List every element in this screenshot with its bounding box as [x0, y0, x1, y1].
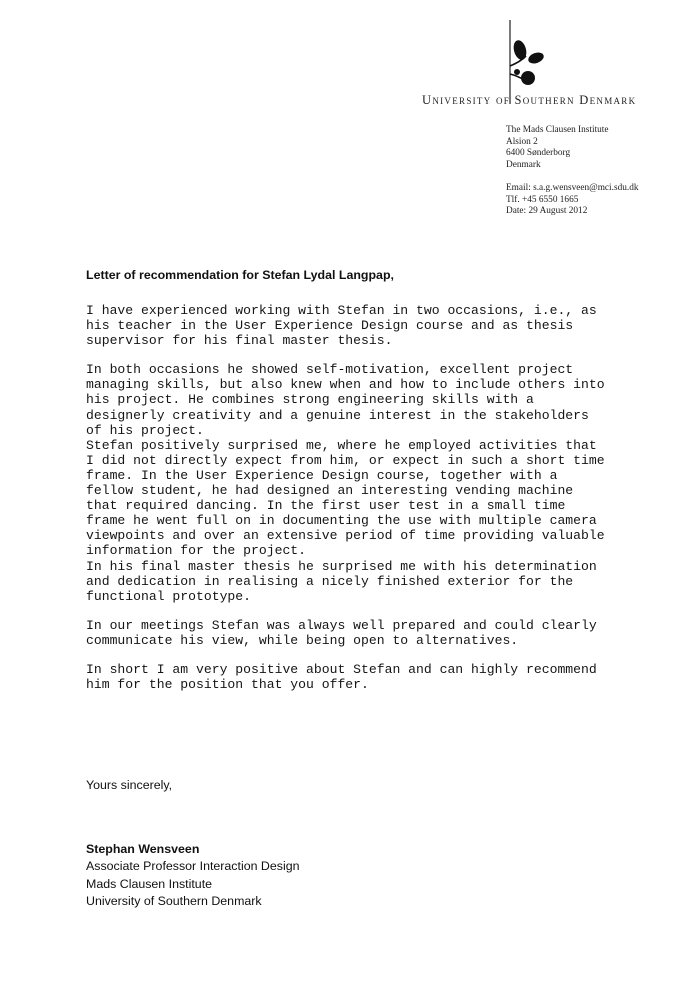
paragraph	[86, 303, 666, 348]
signer-university: University of Southern Denmark	[86, 893, 262, 908]
university-name	[422, 93, 636, 108]
body-line: In his final master thesis he surprised me with his determination	[86, 558, 597, 574]
body-line: managing skills, but also knew when and how to include others into	[86, 377, 605, 393]
paragraph	[86, 362, 666, 604]
body-line: I did not directly expect from him, or expect in such a short time	[86, 452, 605, 468]
body-line: frame he went full on in documenting the use with multiple camera	[86, 513, 597, 529]
body-line: frame. In the User Experience Design course, together with a	[86, 467, 558, 483]
body-line: In both occasions he showed self-motivation, excellent project	[86, 362, 574, 378]
university-name-part2: Southern Denmark	[514, 93, 637, 107]
body-line: viewpoints and over an extensive period of time providing valuable	[86, 528, 605, 544]
body-line: him for the position that you offer.	[86, 677, 369, 693]
closing: Yours sincerely,	[86, 778, 173, 792]
body-line: communicate his view, while being open to alternatives.	[86, 632, 519, 648]
university-name-part1: University of	[422, 93, 511, 107]
body-line: In our meetings Stefan was always well prepared and could clearly	[86, 617, 597, 633]
address-line: Alsion 2	[506, 136, 538, 147]
address-line: Denmark	[506, 159, 541, 170]
signer-title: Associate Professor Interaction Design	[86, 859, 300, 874]
signature-block	[86, 841, 300, 910]
body-line: and dedication in realising a nicely finished exterior for the	[86, 573, 574, 589]
paragraph	[86, 618, 666, 648]
body-line: his teacher in the User Experience Design course and as thesis	[86, 318, 574, 334]
address-block	[506, 125, 609, 171]
signer-institute: Mads Clausen Institute	[86, 876, 213, 891]
body-line: that required dancing. In the first user test in a small time	[86, 498, 566, 514]
contact-block	[506, 183, 639, 218]
body-line: his project. He combines strong engineering skills with a	[86, 392, 534, 408]
body-line: Stefan positively surprised me, where he employed activities that	[86, 437, 597, 453]
letter-body	[86, 303, 666, 692]
body-line: supervisor for his final master thesis.	[86, 333, 393, 349]
body-line: In short I am very positive about Stefan and can highly recommend	[86, 661, 597, 677]
address-line: The Mads Clausen Institute	[506, 125, 609, 135]
body-line: designerly creativity and a genuine interest in the stakeholders	[86, 407, 589, 423]
paragraph	[86, 662, 666, 692]
email-line: Email: s.a.g.wensveen@mci.sdu.dk	[506, 183, 639, 193]
address-line: 6400 Sønderborg	[506, 148, 571, 159]
body-line: of his project.	[86, 422, 204, 438]
body-line: functional prototype.	[86, 588, 252, 604]
signer-name: Stephan Wensveen	[86, 842, 200, 856]
letter-heading: Letter of recommendation for Stefan Lydal Langpap,	[86, 268, 394, 282]
body-line: information for the project.	[86, 543, 307, 559]
body-line: fellow student, he had designed an interesting vending machine	[86, 483, 574, 499]
body-line: I have experienced working with Stefan in two occasions, i.e., as	[86, 303, 597, 318]
phone-line: Tlf. +45 6550 1665	[506, 194, 579, 205]
date-line: Date: 29 August 2012	[506, 206, 588, 217]
